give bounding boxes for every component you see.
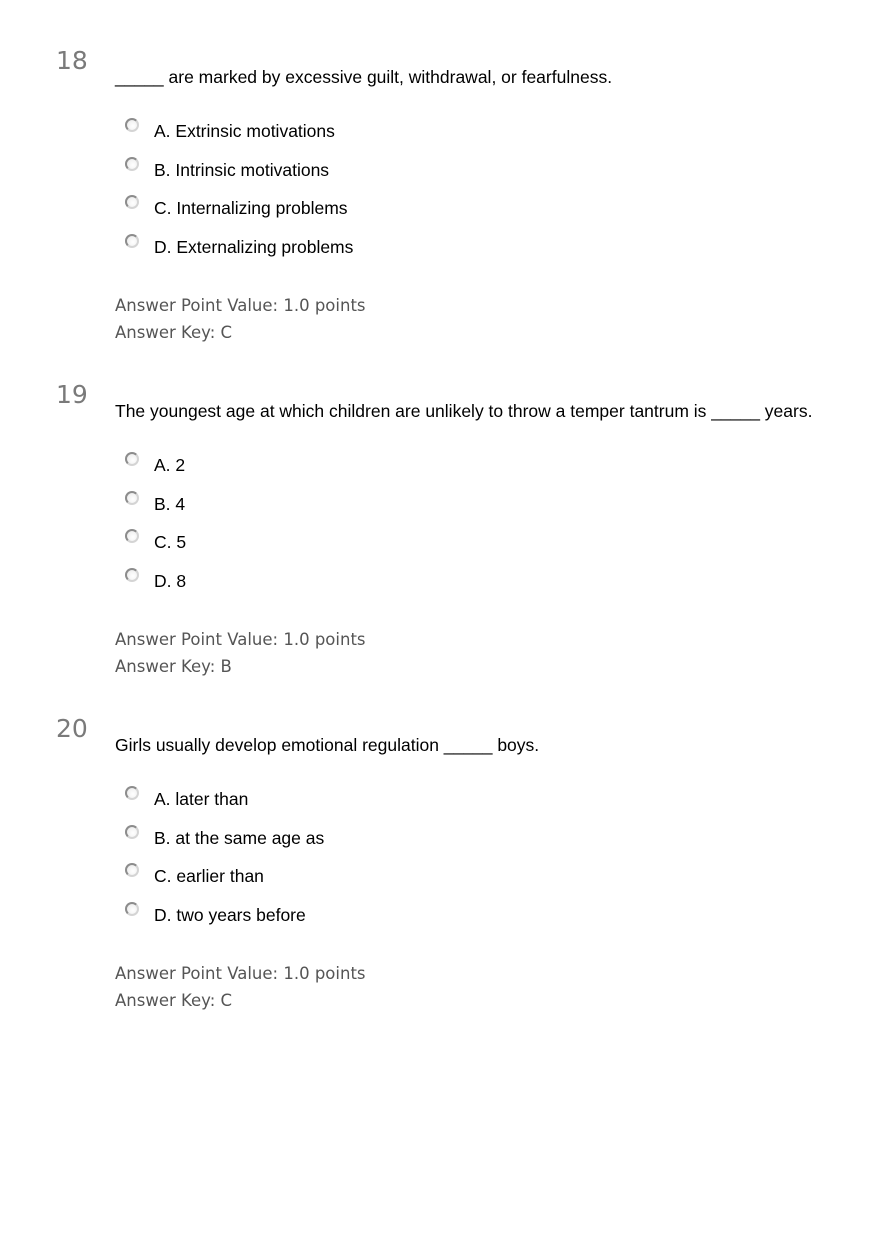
radio-button[interactable] (125, 786, 139, 800)
answer-key: Answer Key: C (115, 991, 233, 1010)
option-label: B. Intrinsic motivations (154, 159, 330, 180)
question-number: 18 (56, 46, 88, 75)
option-label: A. 2 (154, 455, 186, 475)
radio-button[interactable] (125, 234, 139, 248)
radio-button[interactable] (125, 568, 139, 582)
answer-key: Answer Key: C (115, 323, 233, 342)
option-label: A. Extrinsic motivations (154, 121, 335, 141)
option-label: C. 5 (154, 532, 187, 552)
question-text: _____ are marked by excessive guilt, withdrawal, or fearfulness. (115, 67, 613, 87)
option-label: D. 8 (154, 570, 187, 591)
radio-button[interactable] (125, 529, 139, 543)
question-text: Girls usually develop emotional regulation _____ boys. (115, 735, 540, 755)
option-label: C. Internalizing problems (154, 198, 348, 218)
question-text: The youngest age at which children are unlikely to throw a temper tantrum is _____ years. (115, 401, 813, 421)
answer-point-value: Answer Point Value: 1.0 points (115, 964, 366, 983)
option-label: C. earlier than (154, 866, 264, 886)
radio-button[interactable] (125, 902, 139, 916)
radio-button[interactable] (125, 491, 139, 505)
option-label: D. two years before (154, 904, 306, 925)
question-number: 20 (56, 714, 88, 743)
option-label: A. later than (154, 789, 249, 809)
radio-button[interactable] (125, 118, 139, 132)
answer-key: Answer Key: B (115, 657, 232, 676)
radio-button[interactable] (125, 157, 139, 171)
option-label: D. Externalizing problems (154, 236, 354, 257)
radio-button[interactable] (125, 195, 139, 209)
answer-point-value: Answer Point Value: 1.0 points (115, 296, 366, 315)
radio-button[interactable] (125, 452, 139, 466)
option-label: B. 4 (154, 493, 186, 514)
question-number: 19 (56, 380, 88, 409)
radio-button[interactable] (125, 863, 139, 877)
option-label: B. at the same age as (154, 827, 325, 848)
radio-button[interactable] (125, 825, 139, 839)
answer-point-value: Answer Point Value: 1.0 points (115, 630, 366, 649)
